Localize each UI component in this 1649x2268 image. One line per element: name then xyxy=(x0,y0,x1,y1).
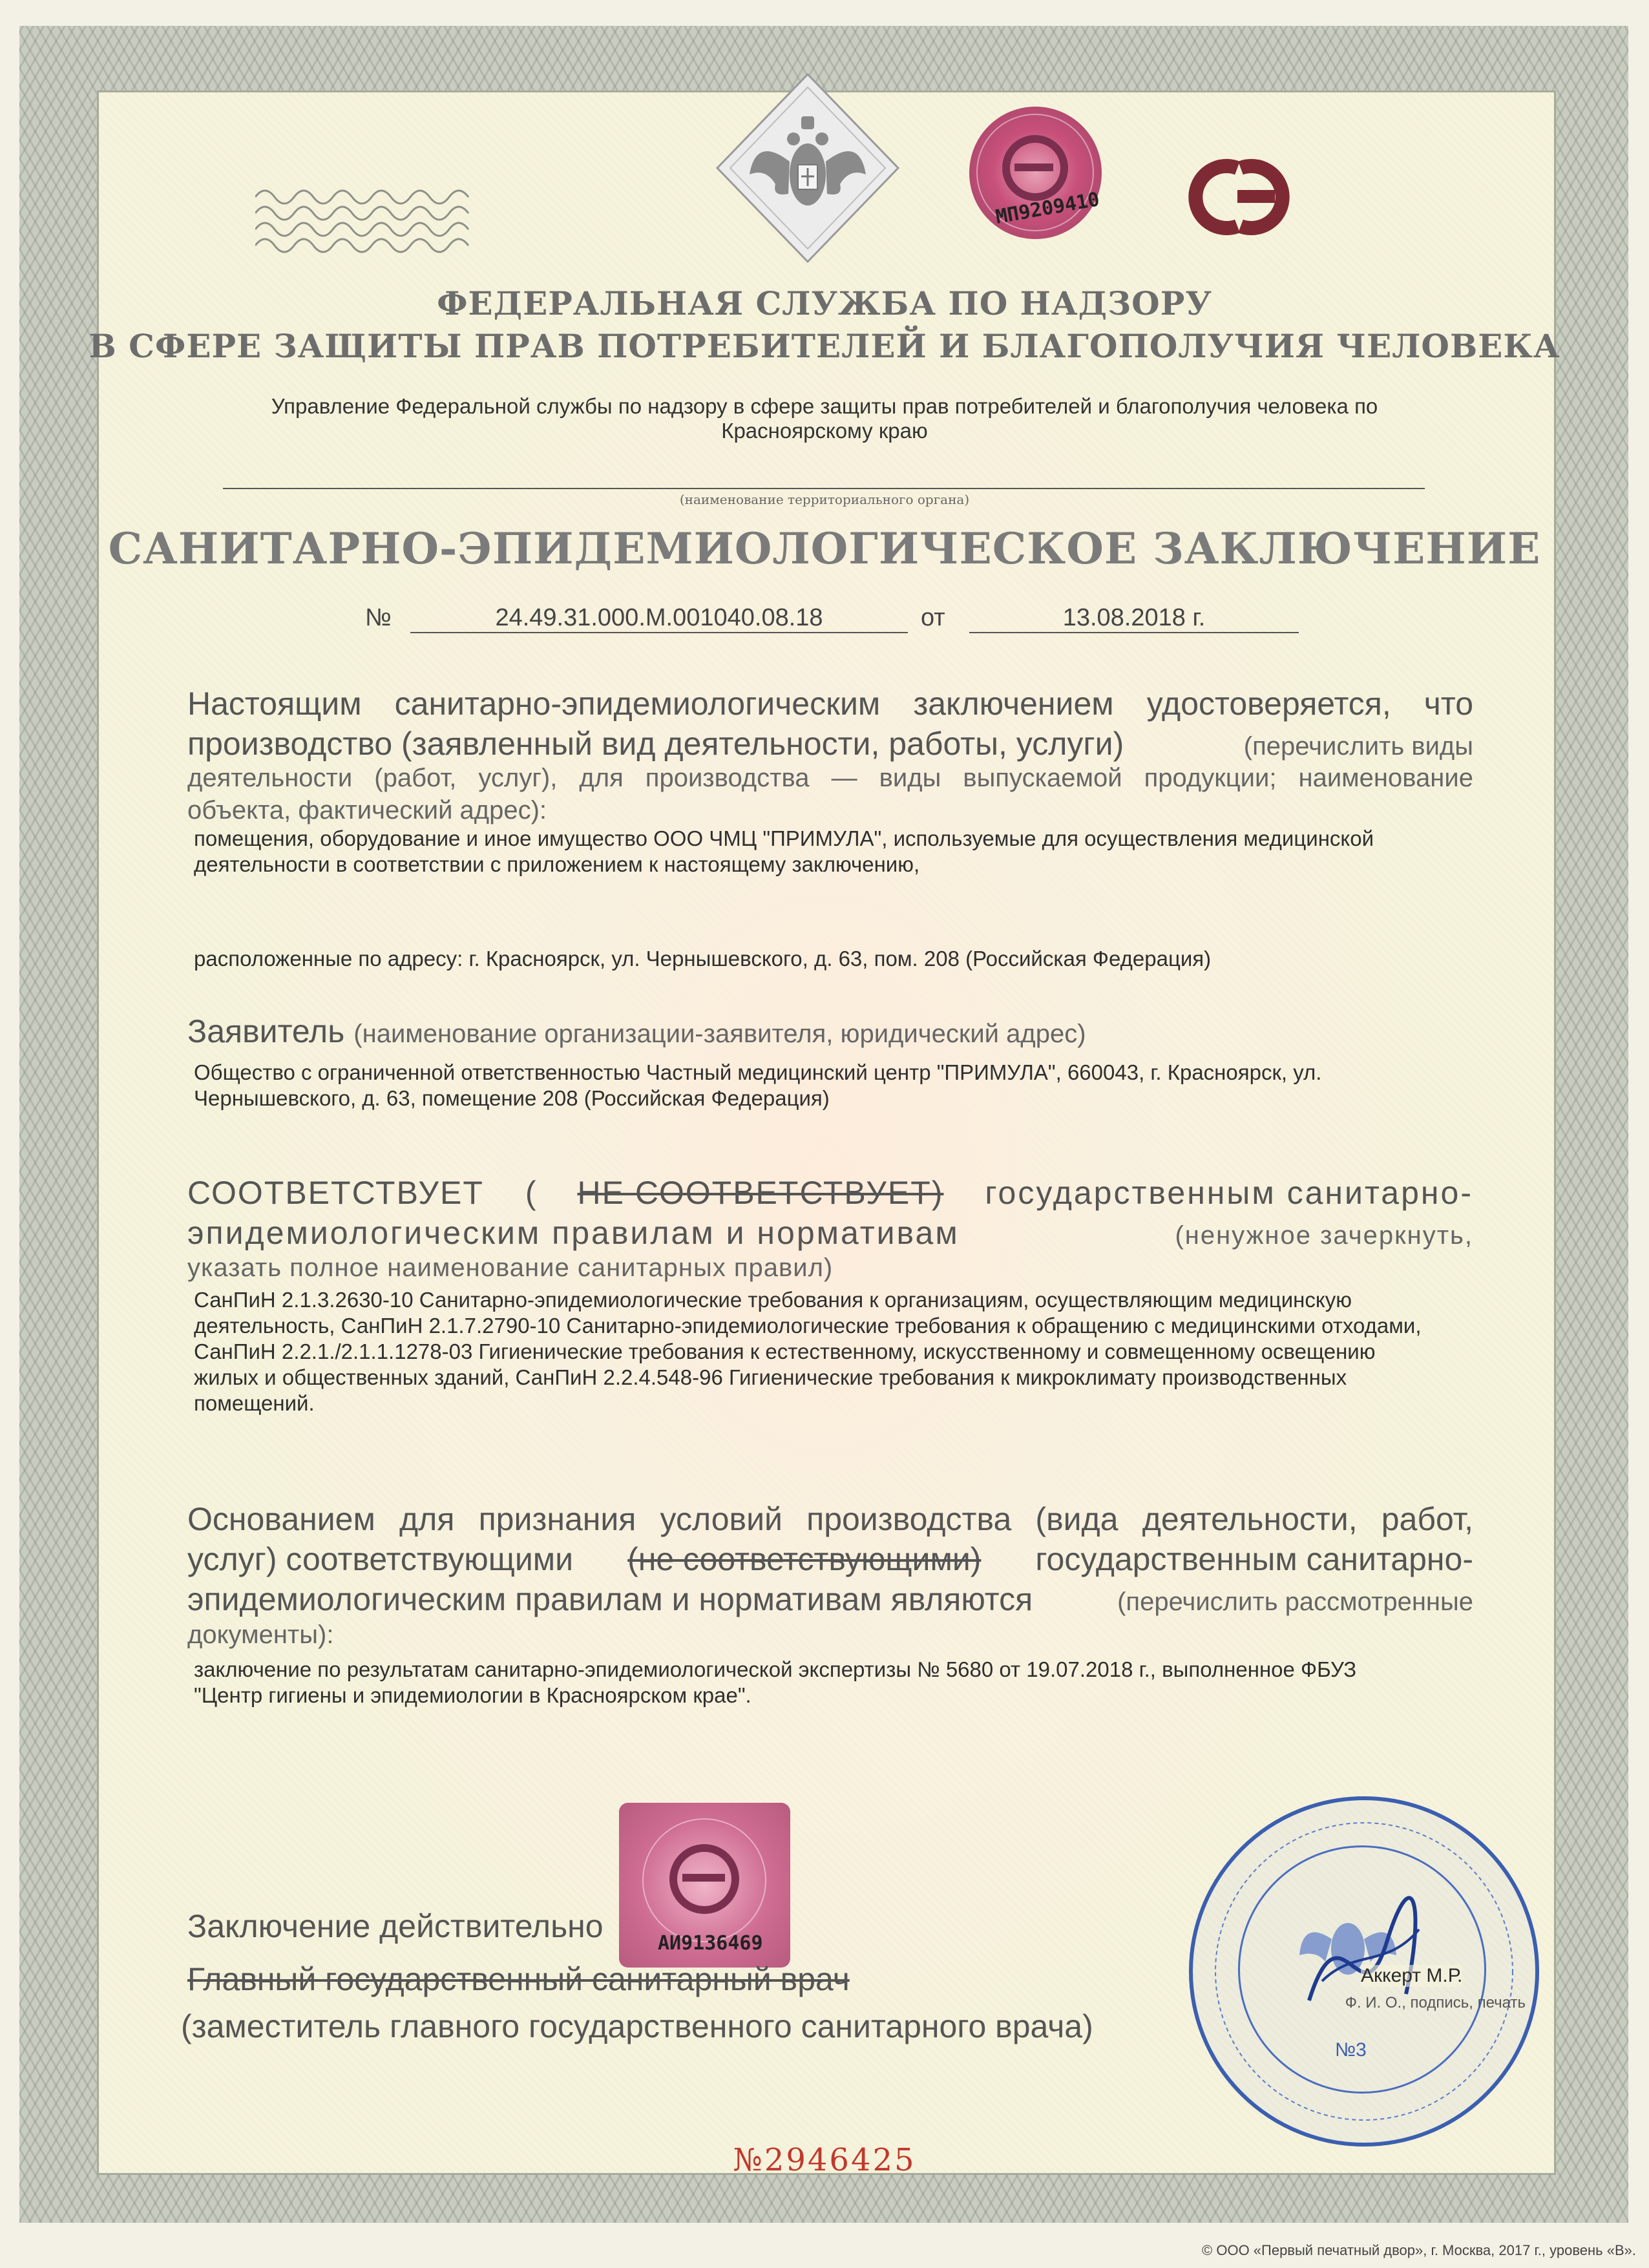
compliance-tail: государственным санитарно- xyxy=(985,1175,1473,1211)
basis-line2 xyxy=(187,1539,1473,1579)
applicant-value-line2: Чернышевского, д. 63, помещение 208 (Российская Федерация) xyxy=(194,1086,830,1110)
printer-footer: © ООО «Первый печатный двор», г. Москва, 2017 г., уровень «В». xyxy=(1202,2242,1636,2258)
object-value-line1: помещения, оборудование и иное имущество ООО ЧМЦ "ПРИМУЛА", используемые для осуществления медицинской xyxy=(194,826,1374,850)
sanpin-line4: жилых и общественных зданий, СанПиН 2.2.4.548-96 Гигиенические требования к микроклимату производственных xyxy=(194,1365,1347,1389)
object-lead-line2-hint: (перечислить виды xyxy=(1243,732,1473,761)
seal-number: №3 xyxy=(1335,2039,1367,2061)
authority-name-line2: Красноярскому краю xyxy=(721,419,928,443)
paren-open: ( xyxy=(525,1175,536,1211)
authority-caption: (наименование территориального органа) xyxy=(679,492,970,507)
compliance-line2-main: эпидемиологическим правилам и нормативам xyxy=(187,1215,960,1251)
object-lead-line2-main: производство (заявленный вид деятельности, работы, услуги) xyxy=(187,726,1124,762)
conclusion-number: 24.49.31.000.М.001040.08.18 xyxy=(410,604,908,633)
hologram-serial-bottom: АИ9136469 xyxy=(658,1932,763,1955)
basis-value-line1: заключение по результатам санитарно-эпидемиологической экспертизы № 5680 от 19.07.2018 г., выполненное ФБУЗ xyxy=(194,1657,1357,1681)
applicant-label: Заявитель xyxy=(187,1013,345,1049)
round-stamp xyxy=(1189,1796,1539,2147)
basis-line3-hint: (перечислить рассмотренные xyxy=(1117,1588,1473,1616)
object-address: расположенные по адресу: г. Красноярск, ул. Чернышевского, д. 63, пом. 208 (Российская Федерация) xyxy=(194,947,1212,971)
basis-line1: Основанием для признания условий производства (вида деятельности, работ, xyxy=(187,1501,1473,1537)
double-headed-eagle-emblem-icon xyxy=(711,71,905,265)
chief-doctor-title: Главный государственный санитарный врач xyxy=(187,1961,850,1997)
applicant-hint: (наименование организации-заявителя, юридический адрес) xyxy=(353,1020,1086,1048)
basis-line2-part2: государственным санитарно- xyxy=(1035,1541,1473,1577)
compliance-line2-hint: (ненужное зачеркнуть, xyxy=(1175,1221,1473,1250)
applicant-heading xyxy=(187,1011,1086,1051)
applicant-value-line1: Общество с ограниченной ответственностью Частный медицинский центр "ПРИМУЛА", 660043, г. Красноярск, ул. xyxy=(194,1060,1322,1084)
object-lead-line2 xyxy=(187,724,1473,764)
conclusion-date: 13.08.2018 г. xyxy=(969,604,1299,633)
sanpin-line1: СанПиН 2.1.3.2630-10 Санитарно-эпидемиологические требования к организациям, осуществляющим медицинскую xyxy=(194,1288,1352,1312)
basis-line3 xyxy=(187,1579,1473,1619)
number-label: № xyxy=(365,604,392,631)
hologram-sticker-top xyxy=(969,107,1102,239)
object-value-line2: деятельности в соответствии с приложением к настоящему заключению, xyxy=(194,852,920,876)
document-title: САНИТАРНО-ЭПИДЕМИОЛОГИЧЕСКОЕ ЗАКЛЮЧЕНИЕ xyxy=(108,523,1541,574)
basis-line2-strike: (не соответствующими) xyxy=(627,1541,982,1577)
not-conforms-word: НЕ СООТВЕТСТВУЕТ) xyxy=(577,1175,944,1211)
object-lead-line1: Настоящим санитарно-эпидемиологическим заключением удостоверяется, что xyxy=(187,686,1473,722)
basis-line3-main: эпидемиологическим правилам и нормативам являются xyxy=(187,1581,1033,1617)
basis-line2-part1: услуг) соответствующими xyxy=(187,1541,574,1577)
hologram-serial-top: МП9209410 xyxy=(994,188,1102,229)
sanpin-line3: СанПиН 2.2.1./2.1.1.1278-03 Гигиенические требования к естественному, искусственному и совмещенному освещению xyxy=(194,1339,1376,1363)
object-lead-line3: деятельности (работ, услуг), для производства — виды выпускаемой продукции; наименование xyxy=(187,764,1473,792)
hologram-sticker-bottom xyxy=(619,1803,790,1968)
object-lead-line4: объекта, фактический адрес): xyxy=(187,796,547,824)
sanpin-line2: деятельность, СанПиН 2.1.7.2790-10 Санитарно-эпидемиологические требования к обращению с медицинскими отходами, xyxy=(194,1314,1422,1338)
agency-name-line2: В СФЕРЕ ЗАЩИТЫ ПРАВ ПОТРЕБИТЕЛЕЙ И БЛАГОПОЛУЧИЯ ЧЕЛОВЕКА xyxy=(89,327,1560,365)
agency-name-line1: ФЕДЕРАЛЬНАЯ СЛУЖБА ПО НАДЗОРУ xyxy=(437,284,1212,322)
sanitary-ce-logo-icon xyxy=(1176,149,1305,246)
authority-rule xyxy=(223,488,1425,489)
deputy-title: (заместитель главного государственного санитарного врача) xyxy=(181,2008,1093,2044)
basis-value-line2: "Центр гигиены и эпидемиологии в Красноярском крае". xyxy=(194,1683,751,1707)
basis-line4: документы): xyxy=(187,1621,334,1649)
security-pattern-icon xyxy=(255,184,481,262)
signer-name: Аккерт М.Р. xyxy=(1361,1965,1463,1986)
compliance-line2 xyxy=(187,1213,1473,1253)
document-serial-number: №2946425 xyxy=(733,2142,916,2178)
compliance-line3: указать полное наименование санитарных правил) xyxy=(187,1254,834,1282)
signer-caption: Ф. И. О., подпись, печать xyxy=(1345,1994,1526,2011)
from-label: от xyxy=(921,604,945,631)
validity-label: Заключение действительно xyxy=(187,1908,604,1944)
compliance-line1 xyxy=(187,1173,1473,1213)
conforms-word: СООТВЕТСТВУЕТ xyxy=(187,1175,484,1211)
state-emblem xyxy=(711,71,905,265)
sanpin-line5: помещений. xyxy=(194,1391,315,1415)
authority-name-line1: Управление Федеральной службы по надзору в сфере защиты прав потребителей и благополучия человека по xyxy=(271,394,1378,418)
